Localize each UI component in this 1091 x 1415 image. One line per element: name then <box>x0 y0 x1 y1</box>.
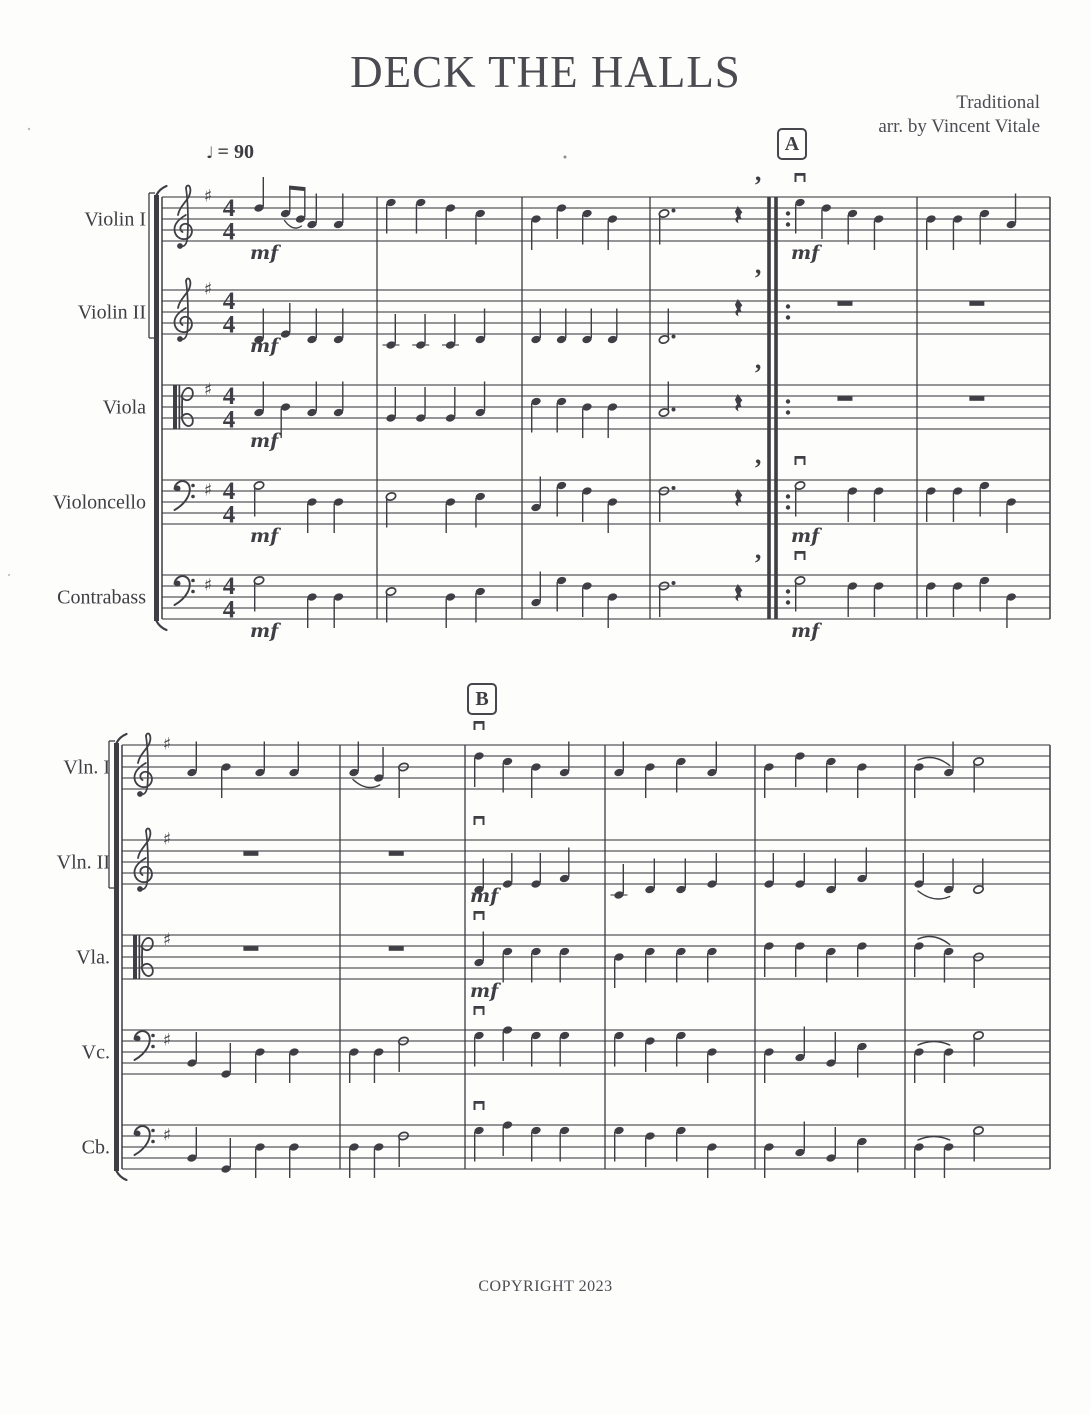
staff-label: Vla. <box>76 946 110 969</box>
measure <box>348 1036 409 1083</box>
svg-text:4: 4 <box>222 288 236 315</box>
staff-label: Contrabass <box>57 586 146 609</box>
svg-text:mf: mf <box>470 980 499 1002</box>
piece-title: DECK THE HALLS <box>350 47 741 97</box>
measure <box>389 851 404 856</box>
svg-text:’: ’ <box>753 359 763 388</box>
svg-text:♯: ♯ <box>162 734 172 755</box>
staff-label: Violoncello <box>52 491 146 514</box>
svg-text:♯: ♯ <box>162 930 172 950</box>
measure <box>530 309 618 345</box>
measure <box>473 1101 570 1162</box>
copyright-notice: COPYRIGHT 2023 <box>478 1278 613 1295</box>
quarter-note-icon: ♩ <box>206 143 214 162</box>
svg-text:mf: mf <box>470 885 499 907</box>
measure <box>658 264 762 344</box>
svg-text:mf: mf <box>250 620 279 642</box>
svg-text:mf: mf <box>250 430 279 452</box>
measure <box>243 946 258 951</box>
tempo-value: = 90 <box>217 141 254 163</box>
measure <box>969 396 984 401</box>
svg-text:♯: ♯ <box>203 380 213 400</box>
measure <box>383 309 486 350</box>
svg-text:♯: ♯ <box>203 186 213 207</box>
measure <box>837 301 852 306</box>
svg-text:mf: mf <box>250 335 279 357</box>
measure <box>243 851 258 856</box>
staff-label: Viola <box>102 396 146 419</box>
staff-label: Vln. I <box>63 756 110 779</box>
measure <box>613 1031 717 1083</box>
svg-text:♯: ♯ <box>162 829 172 850</box>
measure <box>913 1126 984 1178</box>
measure <box>837 396 852 401</box>
svg-text:4: 4 <box>222 478 236 505</box>
staff-label: Violin II <box>77 301 146 324</box>
measure <box>250 382 344 453</box>
measure <box>763 941 867 982</box>
svg-text:’: ’ <box>753 264 763 293</box>
measure <box>186 1127 299 1178</box>
svg-text:4: 4 <box>222 383 236 410</box>
svg-text:’: ’ <box>753 454 763 483</box>
staff-violin-ii <box>78 278 1050 341</box>
measure <box>925 576 1017 628</box>
measure <box>473 721 570 798</box>
measure <box>250 303 344 357</box>
svg-text:’: ’ <box>753 549 763 578</box>
staff-label: Cb. <box>81 1136 110 1159</box>
measure <box>763 848 867 895</box>
staff-label: Vc. <box>81 1041 110 1064</box>
svg-text:♯: ♯ <box>162 1125 172 1146</box>
measure <box>250 177 344 264</box>
svg-text:♯: ♯ <box>203 480 213 501</box>
measure <box>473 1006 570 1067</box>
svg-text:4: 4 <box>222 573 236 600</box>
svg-text:mf: mf <box>250 242 279 264</box>
system-1 <box>53 171 1050 642</box>
measure <box>613 947 717 988</box>
svg-text:mf: mf <box>791 242 820 264</box>
measure <box>389 946 404 951</box>
svg-text:♯: ♯ <box>162 1030 172 1051</box>
svg-text:♯: ♯ <box>203 575 213 596</box>
svg-text:4: 4 <box>222 195 236 222</box>
measure <box>385 198 486 245</box>
system-2 <box>57 721 1050 1180</box>
measure <box>969 301 984 306</box>
measure <box>530 397 618 438</box>
staff-violin-i <box>84 185 1050 248</box>
measure <box>763 751 867 798</box>
credit-arranger: arr. by Vincent Vitale <box>878 116 1040 137</box>
measure <box>348 1131 409 1178</box>
svg-text:mf: mf <box>791 620 820 642</box>
staff-vln-ii <box>57 828 1050 891</box>
svg-text:4: 4 <box>222 406 236 434</box>
rehearsal-mark-a: A <box>777 128 807 160</box>
measure <box>611 853 718 900</box>
svg-text:4: 4 <box>222 311 236 339</box>
staff-label: Vln. II <box>56 851 110 874</box>
svg-text:’: ’ <box>753 171 763 200</box>
svg-text:4: 4 <box>222 596 236 624</box>
staff-violoncello <box>53 478 1050 529</box>
credit-traditional: Traditional <box>956 92 1040 113</box>
measure <box>913 853 984 899</box>
measure <box>658 454 762 522</box>
svg-text:4: 4 <box>222 501 236 529</box>
svg-text:mf: mf <box>791 525 820 547</box>
measure <box>613 1126 717 1178</box>
svg-text:4: 4 <box>222 218 236 246</box>
svg-text:♯: ♯ <box>203 279 213 300</box>
measure <box>913 936 984 988</box>
measure <box>913 1031 984 1083</box>
measure <box>186 1032 299 1083</box>
staff-vln-i <box>63 733 1050 796</box>
measure <box>658 549 762 617</box>
staff-label: Violin I <box>84 208 146 231</box>
measure <box>385 492 486 533</box>
rehearsal-mark-b: B <box>467 683 497 715</box>
staff-viola <box>103 380 1050 434</box>
measure <box>385 587 486 628</box>
measure <box>530 203 618 250</box>
svg-text:mf: mf <box>250 525 279 547</box>
staff-contrabass <box>57 573 1050 624</box>
measure <box>925 481 1017 533</box>
measure <box>658 359 762 417</box>
measure <box>385 382 486 423</box>
